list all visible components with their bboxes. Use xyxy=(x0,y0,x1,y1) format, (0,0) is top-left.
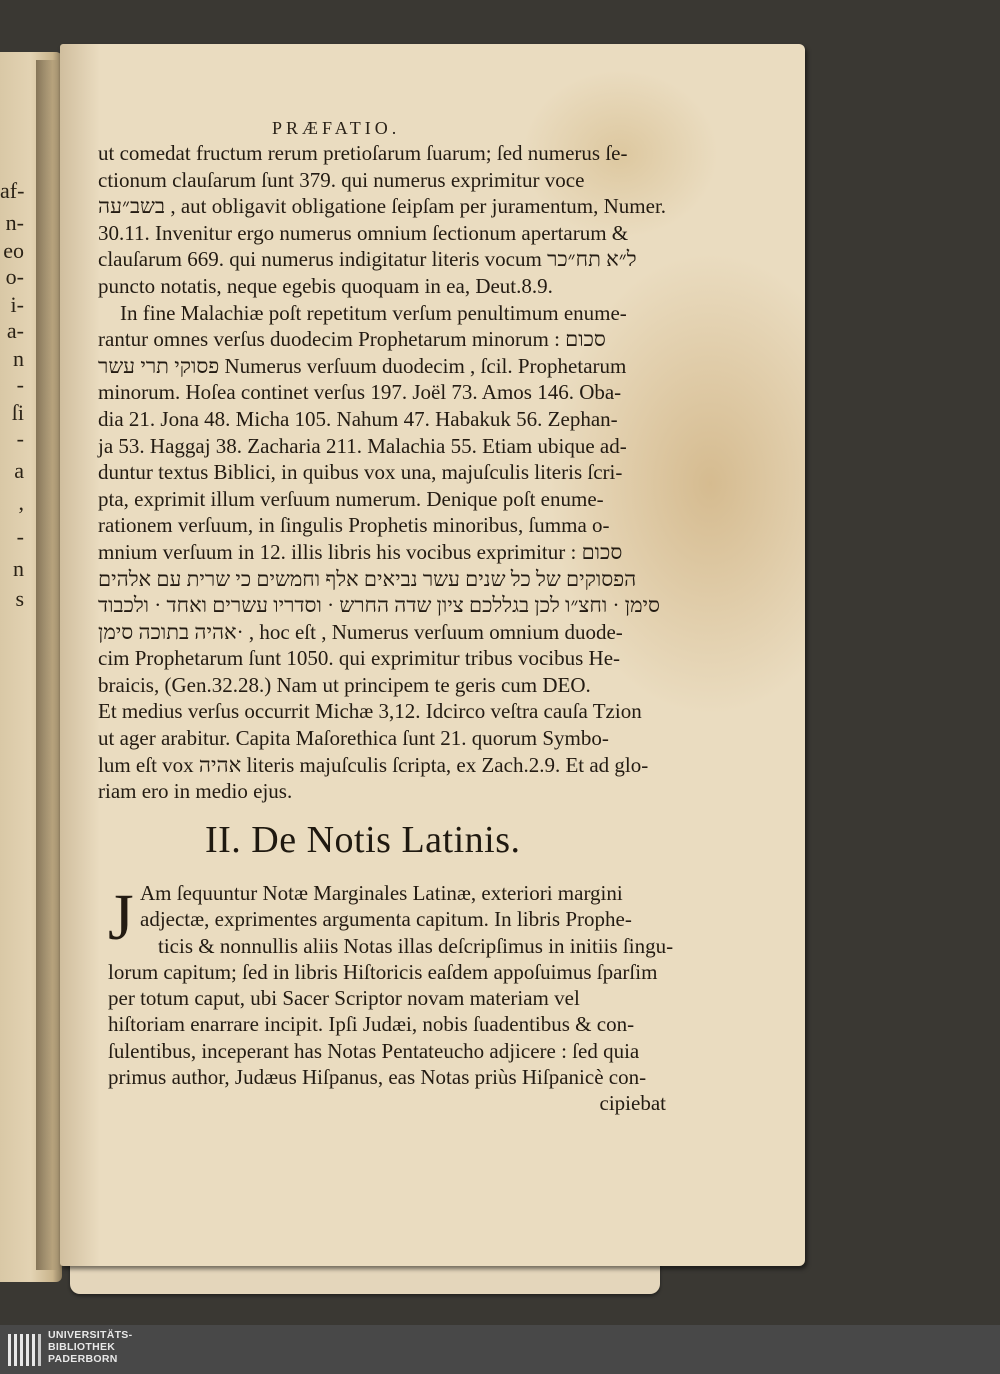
gutter-shadow xyxy=(36,60,58,1270)
text-line: In fine Malachiæ poſt repetitum verſum penultimum enume- xyxy=(120,300,627,325)
section-title: II. De Notis Latinis. xyxy=(205,819,521,861)
text-line: cim Prophetarum ſunt 1050. qui exprimitur tribus vocibus He- xyxy=(98,646,621,671)
text-line: בשב״עה , aut obligavit obligatione ſeipſam per juramentum, Numer. xyxy=(98,194,667,219)
text-line: braicis, (Gen.32.28.) Nam ut principem te geris cum DEO. xyxy=(98,672,591,697)
library-logo-text xyxy=(48,1329,132,1365)
text-line: clauſarum 669. qui numerus indigitatur literis vocum ל״א תח״כר xyxy=(98,247,637,272)
text-line: ja 53. Haggaj 38. Zacharia 211. Malachia 55. Etiam ubique ad- xyxy=(98,433,627,458)
logo-line-1: UNIVERSITÄTS- xyxy=(48,1329,133,1341)
section-line: hiſtoriam enarrare incipit. Ipſi Judæi, nobis ſuadentibus & con- xyxy=(108,1012,635,1037)
facing-page-fragment: - xyxy=(16,524,24,549)
text-line: dia 21. Jona 48. Micha 105. Nahum 47. Habakuk 56. Zephan- xyxy=(98,406,618,431)
text-line: אהיה בתוכה סימן· , hoc eſt , Numerus verſuum omnium duode- xyxy=(98,619,623,644)
text-line: סימן · וחצ״ו לכן בגללכם ציון שדה החרש · וסדריו עשרים ואחד · ולכבוד xyxy=(98,593,660,618)
facing-page-fragment: - xyxy=(16,372,24,397)
running-head: PRÆFATIO. xyxy=(272,118,401,138)
text-line: הפסוקים של כל שנים עשר נביאים אלף וחמשים כי שרית עם אלהים xyxy=(98,566,637,591)
section-line: primus author, Judæus Hiſpanus, eas Notas priùs Hiſpanicè con- xyxy=(108,1065,647,1090)
facing-page-fragment: , xyxy=(18,490,24,515)
facing-page-fragment: n xyxy=(13,346,24,371)
section-line: ſulentibus, inceperant has Notas Pentateucho adjicere : ſed quia xyxy=(108,1038,640,1063)
text-line: riam ero in medio ejus. xyxy=(98,779,293,804)
facing-page-fragment: n- xyxy=(5,210,24,235)
text-line: 30.11. Invenitur ergo numerus omnium ſectionum apertarum & xyxy=(98,220,629,245)
text-line: פסוקי תרי עשר Numerus verſuum duodecim , ſcil. Prophetarum xyxy=(98,353,627,378)
logo-line-3: PADERBORN xyxy=(48,1353,118,1365)
text-line: ctionum clauſarum ſunt 379. qui numerus exprimitur voce xyxy=(98,167,585,192)
section-line: ticis & nonnullis aliis Notas illas deſcripſimus in initiis ſingu- xyxy=(158,933,674,958)
facing-page-fragment: ſi xyxy=(11,400,24,425)
facing-page-fragment: o- xyxy=(5,264,24,289)
section-line: Am ſequuntur Notæ Marginales Latinæ, exteriori margini xyxy=(140,881,623,905)
facing-page-fragment: af- xyxy=(0,178,25,203)
library-footer-bar xyxy=(0,1325,1000,1374)
text-line: mnium verſuum in 12. illis libris his vocibus exprimitur : סכום xyxy=(98,539,623,564)
facing-page-fragment: n xyxy=(13,556,24,581)
section-line: adjectæ, exprimentes argumenta capitum. In libris Prophe- xyxy=(140,907,632,932)
facing-page-fragment: s xyxy=(15,586,24,611)
logo-line-2: BIBLIOTHEK xyxy=(48,1341,116,1353)
text-line: puncto notatis, neque egebis quoquam in ea, Deut.8.9. xyxy=(98,273,553,298)
facing-page-fragment: eo xyxy=(3,238,24,263)
drop-cap: J xyxy=(108,881,134,954)
facing-page-fragment: a- xyxy=(6,318,24,343)
section-line: per totum caput, ubi Sacer Scriptor novam materiam vel xyxy=(108,986,580,1011)
library-logo-icon xyxy=(6,1328,44,1372)
text-line: lum eſt vox אהיה literis majuſculis ſcripta, ex Zach.2.9. Et ad glo- xyxy=(98,752,649,777)
preface-text-block xyxy=(98,140,667,805)
facing-page-fragment: i- xyxy=(10,292,24,317)
text-line: rantur omnes verſus duodecim Prophetarum minorum : סכום xyxy=(98,327,606,352)
text-line: minorum. Hoſea continet verſus 197. Joël 73. Amos 146. Oba- xyxy=(98,380,622,405)
text-line: duntur textus Biblici, in quibus vox una, majuſculis literis ſcri- xyxy=(98,460,623,485)
section-body xyxy=(108,880,674,1117)
text-line: rationem verſuum, in ſingulis Prophetis minoribus, ſumma o- xyxy=(98,513,610,538)
section-line: lorum capitum; ſed in libris Hiſtoricis eaſdem appoſuimus ſparſim xyxy=(108,959,658,984)
facing-page-fragment: - xyxy=(16,426,24,451)
text-line: Et medius verſus occurrit Michæ 3,12. Idcirco veſtra cauſa Tzion xyxy=(98,699,642,724)
text-line: pta, exprimit illum verſuum numerum. Denique poſt enume- xyxy=(98,486,604,511)
facing-page-fragment: a xyxy=(14,458,24,483)
text-line: ut comedat fructum rerum pretioſarum ſuarum; ſed numerus ſe- xyxy=(98,141,628,165)
catchword: cipiebat xyxy=(599,1091,666,1116)
text-line: ut ager arabitur. Capita Maſorethica ſunt 21. quorum Symbo- xyxy=(98,726,609,751)
